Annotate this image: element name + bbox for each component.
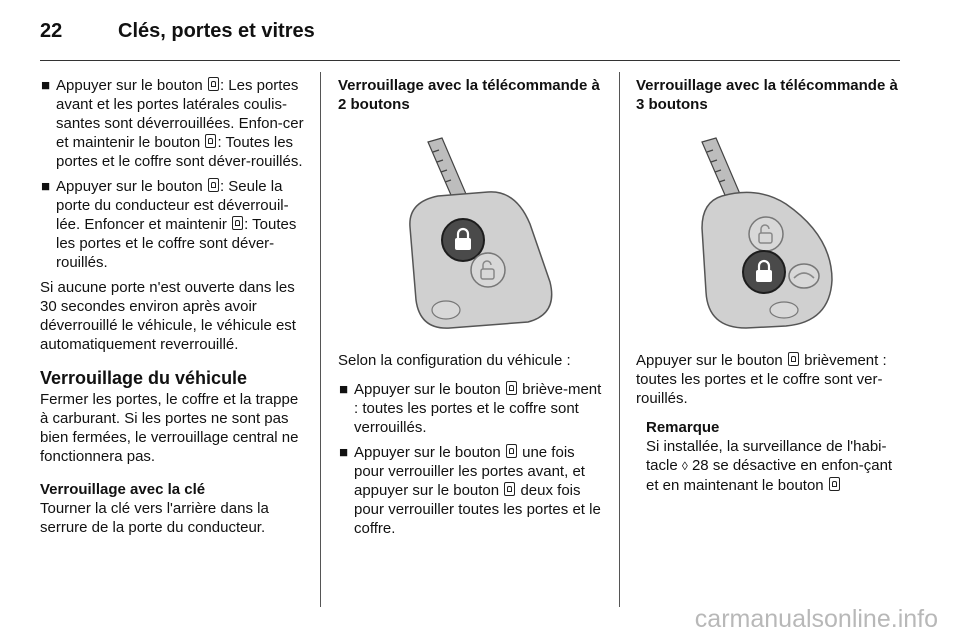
list-item: ■ Appuyer sur le bouton briève-ment : toutes les portes et le coffre sont verrouillés. xyxy=(339,381,602,436)
auto-relock-paragraph: Si aucune porte n'est ouverte dans les 30 secondes environ après avoir déverrouillé le véhicule, le véhicule est automatiquement reverrouillé. xyxy=(40,279,296,353)
column-middle xyxy=(338,76,606,544)
subsection-heading: Verrouillage avec la clé xyxy=(40,481,206,498)
page-reference-icon: ◊ xyxy=(681,459,688,473)
bullet-marker: ■ xyxy=(339,381,349,398)
page-title: Clés, portes et vitres xyxy=(118,20,315,42)
lock-button-icon xyxy=(788,352,799,366)
three-button-remote-illustration xyxy=(636,132,898,332)
lock-button-icon xyxy=(829,477,840,491)
lock-button-icon xyxy=(506,381,517,395)
lock-button-icon xyxy=(506,444,517,458)
page-number: 22 xyxy=(40,20,63,42)
column-divider-1 xyxy=(320,72,321,607)
locking-paragraph: Fermer les portes, le coffre et la trappe à carburant. Si les portes ne sont pas bien fermées, le verrouillage central ne fonctionnera pas. xyxy=(40,391,299,465)
unlock-button-icon xyxy=(208,77,219,91)
bullet-marker: ■ xyxy=(339,444,349,461)
header-rule xyxy=(40,60,900,61)
unlock-button-icon xyxy=(232,216,243,230)
bullet-marker: ■ xyxy=(41,178,51,195)
lock-button-icon xyxy=(504,482,515,496)
list-item: ■ Appuyer sur le bouton : Les portes avant et les portes latérales coulis-santes sont déverrouillées. Enfon-cer et maintenir le bouton : Toutes les portes et le coffre sont déver-rouillés. xyxy=(41,77,304,170)
key-locking-paragraph: Tourner la clé vers l'arrière dans la serrure de la porte du conducteur. xyxy=(40,500,269,536)
unlock-button-icon xyxy=(205,134,216,148)
list-item: ■ Appuyer sur le bouton : Seule la porte du conducteur est déverrouil-lée. Enfoncer et maintenir : Toutes les portes et le coffre sont déver-rouillés. xyxy=(41,178,297,271)
config-intro: Selon la configuration du véhicule : xyxy=(338,352,571,369)
three-button-paragraph: Appuyer sur le bouton brièvement : toutes les portes et le coffre sont ver-rouillés. xyxy=(636,352,887,407)
remark-box xyxy=(646,418,904,495)
column-right xyxy=(636,76,904,495)
remark-title: Remarque xyxy=(646,419,720,436)
watermark: carmanualsonline.info xyxy=(694,605,938,633)
bullet-marker: ■ xyxy=(41,77,51,94)
column-divider-2 xyxy=(619,72,620,607)
remark-text: Si installée, la surveillance de l'habi-tacle ◊ 28 se désactive en enfon-çant et en maintenant le bouton xyxy=(646,438,893,494)
subsection-heading: Verrouillage avec la télécommande à 3 boutons xyxy=(636,77,898,113)
subsection-heading: Verrouillage avec la télécommande à 2 boutons xyxy=(338,77,600,113)
column-left xyxy=(40,76,308,537)
unlock-button-icon xyxy=(208,178,219,192)
two-button-remote-illustration xyxy=(338,132,600,332)
list-item: ■ Appuyer sur le bouton une fois pour verrouiller les portes avant, et appuyer sur le bouton deux fois pour verrouiller toutes les portes et le coffre. xyxy=(339,444,601,537)
section-heading: Verrouillage du véhicule xyxy=(40,368,248,388)
